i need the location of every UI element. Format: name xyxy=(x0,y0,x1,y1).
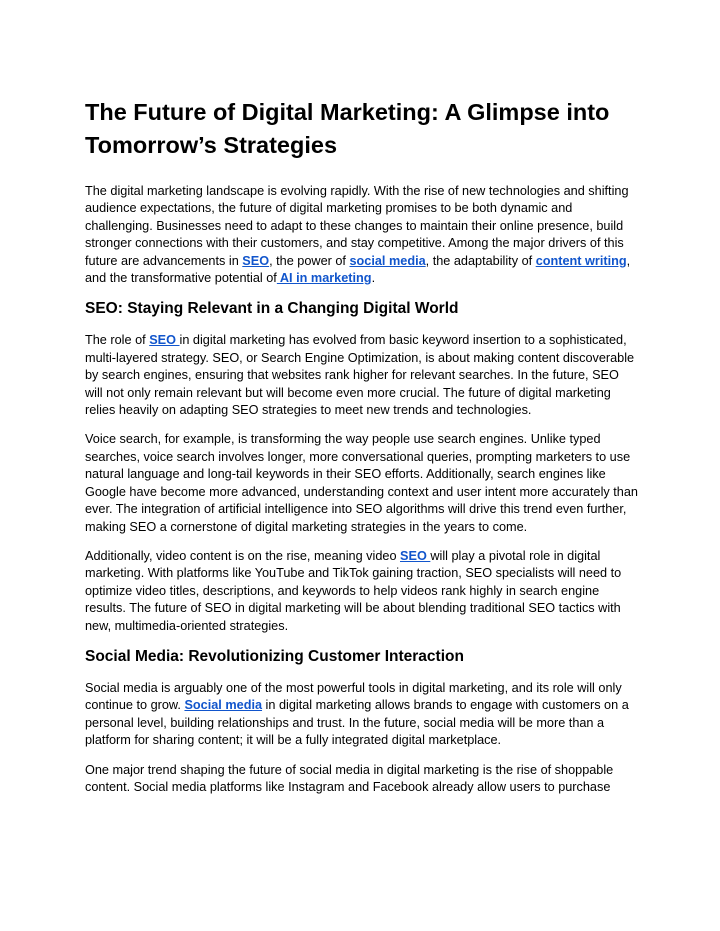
seo-paragraph-3 xyxy=(85,548,640,635)
seo-p1-text-2: in digital marketing has evolved from basic keyword insertion to a sophisticated, multi-layered strategy. SEO, or Search Engine Optimization, is about making content discoverable by search engines, ensuring that websites rank higher for relevant searches. In the future, SEO will not only remain relevant but will become even more crucial. The future of digital marketing relies heavily on adapting SEO strategies to meet new trends and technologies. xyxy=(85,333,635,418)
seo-paragraph-1 xyxy=(85,332,640,419)
seo-link[interactable]: SEO xyxy=(242,253,270,268)
social-p1-text-2: in digital marketing allows brands to engage with customers on a personal level, building relationships and trust. In the future, social media will be more than a platform for sharing content; it will be a fully integrated digital marketplace. xyxy=(85,698,629,748)
social-paragraph-2: One major trend shaping the future of social media in digital marketing is the rise of shoppable content. Social media platforms like Instagram and Facebook already allow users to purchase xyxy=(85,762,614,794)
seo-paragraph-2: Voice search, for example, is transforming the way people use search engines. Unlike typed searches, voice search involves longer, more conversational queries, prompting marketers to use natural language and long-tail keywords in their SEO efforts. Additionally, search engines like Google have become more advanced, understanding context and user intent more accurately than ever. The integration of artificial intelligence into SEO algorithms will drive this trend even further, making SEO a cornerstone of digital marketing strategies in the years to come. xyxy=(85,432,638,534)
social-media-inline-link[interactable]: Social media xyxy=(184,698,263,713)
seo-p3-text-2: will play a pivotal role in digital marketing. With platforms like YouTube and TikTok gaining traction, SEO specialists will need to optimize video titles, descriptions, and keywords to help videos rank highly in search engine results. The future of SEO in digital marketing will be about blending traditional SEO tactics with new, multimedia-oriented strategies. xyxy=(85,548,622,633)
document-body xyxy=(85,96,640,808)
intro-text-5: . xyxy=(371,271,376,286)
seo-section-heading: SEO: Staying Relevant in a Changing Digital World xyxy=(85,300,459,318)
social-paragraph-1 xyxy=(85,680,640,750)
social-p1-text-1: Social media is arguably one of the most powerful tools in digital marketing, and its role will only continue to grow. xyxy=(85,680,622,713)
intro-text-4: , and the transformative potential of xyxy=(85,253,631,286)
content-writing-link[interactable]: content writing xyxy=(535,253,627,268)
intro-text-1: The digital marketing landscape is evolving rapidly. With the rise of new technologies and shifting audience expectations, the future of digital marketing promises to be both dynamic and challenging. Businesses need to adapt to these changes to maintain their online presence, build stronger connections with their customers, and stay competitive. Among the major drivers of this future are advancements in xyxy=(85,184,629,268)
intro-text-2: , the power of xyxy=(269,253,350,268)
seo-p1-text-1: The role of xyxy=(85,333,150,348)
social-section-heading: Social Media: Revolutionizing Customer Interaction xyxy=(85,647,464,665)
video-seo-link[interactable]: SEO xyxy=(400,548,431,563)
seo-inline-link[interactable]: SEO xyxy=(149,333,180,348)
ai-in-marketing-link[interactable]: AI in marketing xyxy=(276,271,372,286)
social-media-link[interactable]: social media xyxy=(349,253,426,268)
intro-paragraph xyxy=(85,183,640,287)
intro-text-3: , the adaptability of xyxy=(425,253,536,268)
seo-p3-text-1: Additionally, video content is on the rise, meaning video xyxy=(85,548,401,563)
page-title: The Future of Digital Marketing: A Glimpse into Tomorrow’s Strategies xyxy=(85,99,610,158)
